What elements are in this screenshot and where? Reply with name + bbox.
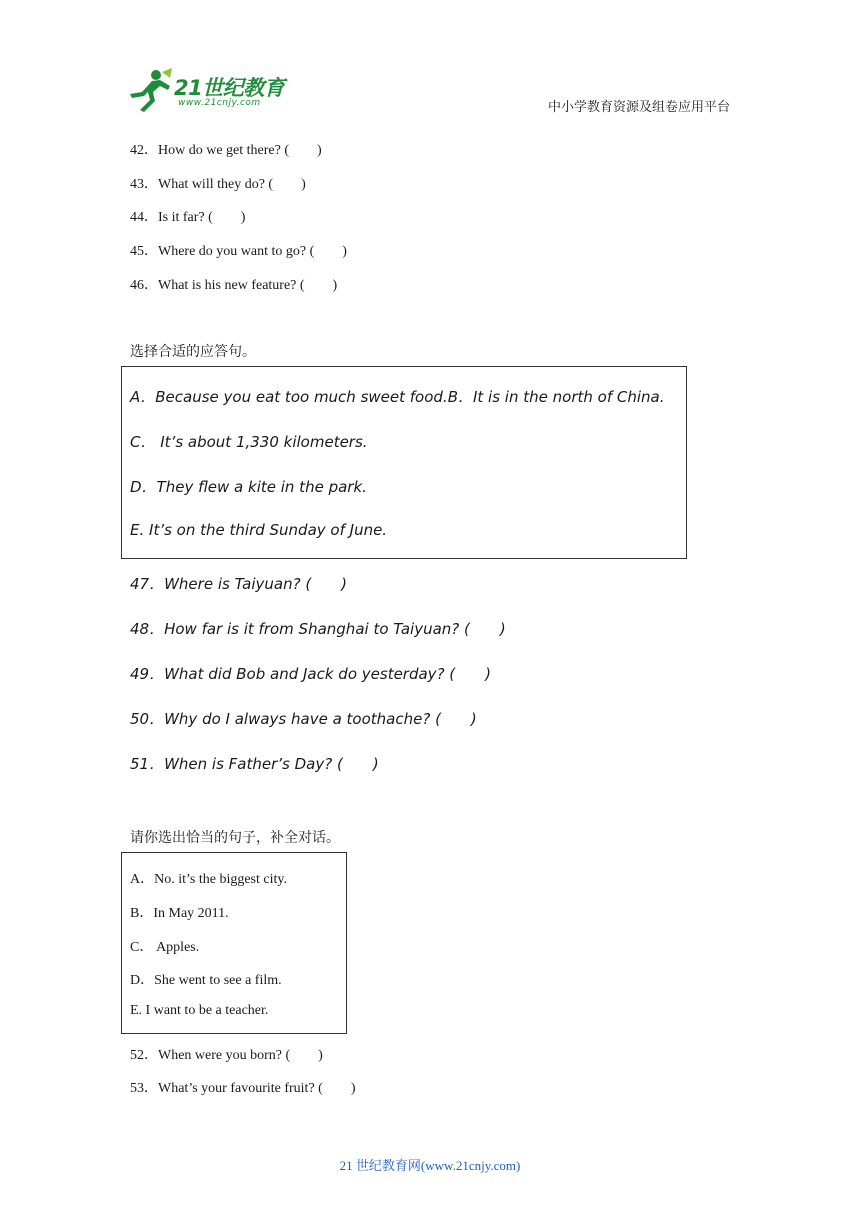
- question-42: 42．How do we get there? ( ): [130, 143, 322, 158]
- section3-instruction: 请你选出恰当的句子，补全对话。: [130, 830, 340, 846]
- section2-option-c: C． It’s about 1,330 kilometers.: [130, 433, 368, 451]
- question-43: 43．What will they do? ( ): [130, 177, 306, 192]
- question-53: 53．What’s your favourite fruit? ( ): [130, 1081, 356, 1096]
- header-tagline: 中小学教育资源及组卷应用平台: [547, 100, 730, 115]
- section3-option-a: A．No. it’s the biggest city.: [130, 872, 287, 887]
- section3-option-d: D．She went to see a film.: [130, 973, 282, 988]
- question-48: 48．How far is it from Shanghai to Taiyuan? ( ): [130, 620, 506, 638]
- page-footer: 21 世纪教育网(www.21cnjy.com): [339, 1158, 521, 1173]
- section3-option-e: E. I want to be a teacher.: [130, 1003, 269, 1018]
- question-46: 46．What is his new feature? ( ): [130, 278, 338, 293]
- section2-option-d: D．They flew a kite in the park.: [130, 478, 367, 496]
- question-52: 52．When were you born? ( ): [130, 1048, 323, 1063]
- question-49: 49．What did Bob and Jack do yesterday? ( ): [130, 665, 491, 683]
- logo-text: 21世纪教育: [174, 76, 285, 100]
- question-47: 47．Where is Taiyuan? ( ): [130, 575, 348, 593]
- section2-option-e: E. It’s on the third Sunday of June.: [130, 521, 388, 539]
- runner-logo-icon: [122, 68, 174, 114]
- section2-instruction: 选择合适的应答句。: [130, 344, 256, 360]
- question-45: 45．Where do you want to go? ( ): [130, 244, 347, 259]
- section3-option-c: C． Apples.: [130, 940, 200, 955]
- question-44: 44．Is it far? ( ): [130, 210, 246, 225]
- site-logo: [122, 68, 292, 114]
- question-51: 51．When is Father’s Day? ( ): [130, 755, 379, 773]
- section3-option-b: B．In May 2011.: [130, 906, 229, 921]
- section2-option-ab: A．Because you eat too much sweet food.B．It is in the north of China.: [130, 388, 665, 406]
- question-50: 50．Why do I always have a toothache? ( ): [130, 710, 477, 728]
- logo-url: www.21cnjy.com: [178, 98, 261, 108]
